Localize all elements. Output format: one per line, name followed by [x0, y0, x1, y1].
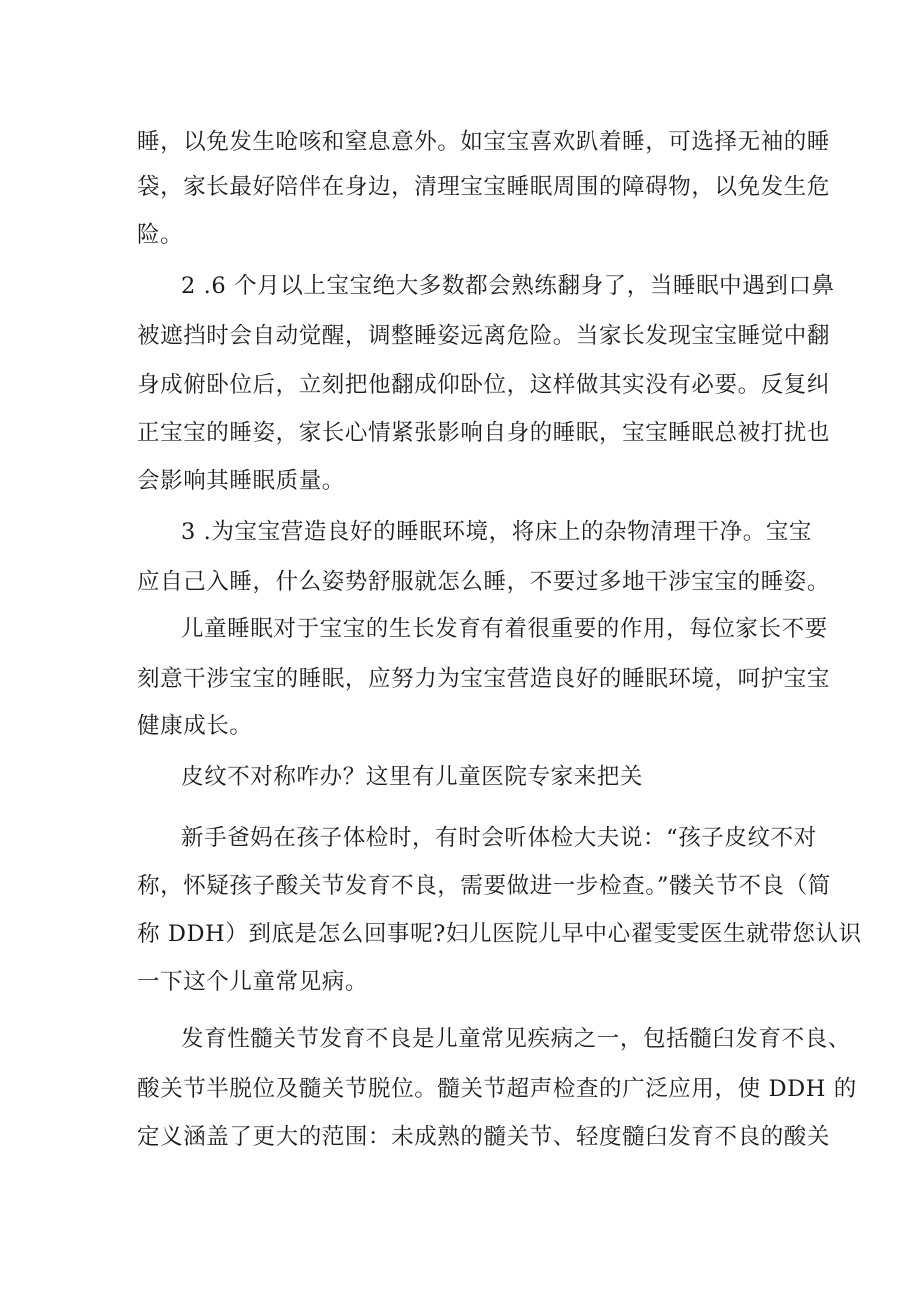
line-text: 险。 [137, 222, 184, 248]
text-line [0, 164, 920, 210]
text-line [0, 1016, 920, 1062]
line-text: 健康成长。 [137, 713, 253, 739]
text-line [0, 559, 920, 605]
line-text: 2 .6 个月以上宝宝绝大多数都会熟练翻身了，当睡眠中遇到口鼻 [181, 273, 835, 299]
text-line [0, 911, 920, 957]
text-line [0, 959, 920, 1005]
line-text: 身成俯卧位后，立刻把他翻成仰卧位，这样做其实没有必要。反复纠 [137, 372, 831, 398]
text-line [0, 754, 920, 800]
text-line [0, 263, 920, 309]
line-text: 应自己入睡，什么姿势舒服就怎么睡，不要过多地干涉宝宝的睡姿。 [137, 569, 831, 595]
text-line [0, 212, 920, 258]
line-text: 新手爸妈在孩子体检时，有时会听体检大夫说：“孩子皮纹不对 [181, 825, 817, 851]
line-text: 会影响其睡眠质量。 [137, 468, 345, 494]
line-text: 儿童睡眠对于宝宝的生长发育有着很重要的作用，每位家长不要 [181, 616, 828, 642]
line-text: 酸关节半脱位及髓关节脱位。髓关节超声检查的广泛应用，使 DDH 的 [137, 1076, 857, 1102]
text-line [0, 815, 920, 861]
line-text: 正宝宝的睡姿，家长心情紧张影响自身的睡眠，宝宝睡眠总被打扰也 [137, 420, 831, 446]
text-line [0, 703, 920, 749]
text-line [0, 410, 920, 456]
text-line [0, 1066, 920, 1112]
line-text: 袋，家长最好陪伴在身边，清理宝宝睡眠周围的障碍物，以免发生危 [137, 174, 831, 200]
text-line [0, 362, 920, 408]
section-heading: 皮纹不对称咋办？这里有儿童医院专家来把关 [181, 764, 644, 790]
line-text: 发育性髓关节发育不良是儿童常见疾病之一，包括髓臼发育不良、 [181, 1026, 851, 1052]
line-text: 睡，以免发生呛咳和窒息意外。如宝宝喜欢趴着睡，可选择无袖的睡 [137, 129, 831, 155]
text-line [0, 313, 920, 359]
line-text: 3 .为宝宝营造良好的睡眠环境，将床上的杂物清理干净。宝宝 [181, 519, 813, 545]
line-text: 被遮挡时会自动觉醒，调整睡姿远离危险。当家长发现宝宝睡觉中翻 [137, 323, 831, 349]
line-text: 刻意干涉宝宝的睡眠，应努力为宝宝营造良好的睡眠环境，呵护宝宝 [137, 666, 831, 692]
line-text: 称 DDH）到底是怎么回事呢?妇儿医院儿早中心翟雯雯医生就带您认识 [137, 921, 862, 947]
line-text: 称，怀疑孩子酸关节发育不良，需要做进一步检查。”髅关节不良（简 [137, 873, 831, 899]
text-line [0, 863, 920, 909]
line-text: 一下这个儿童常见病。 [137, 969, 369, 995]
text-line [0, 1114, 920, 1160]
text-line [0, 509, 920, 555]
text-line [0, 656, 920, 702]
line-text: 定义涵盖了更大的范围：未成熟的髓关节、轻度髓臼发育不良的酸关 [137, 1124, 831, 1150]
text-line [0, 119, 920, 165]
text-line [0, 606, 920, 652]
text-line [0, 458, 920, 504]
